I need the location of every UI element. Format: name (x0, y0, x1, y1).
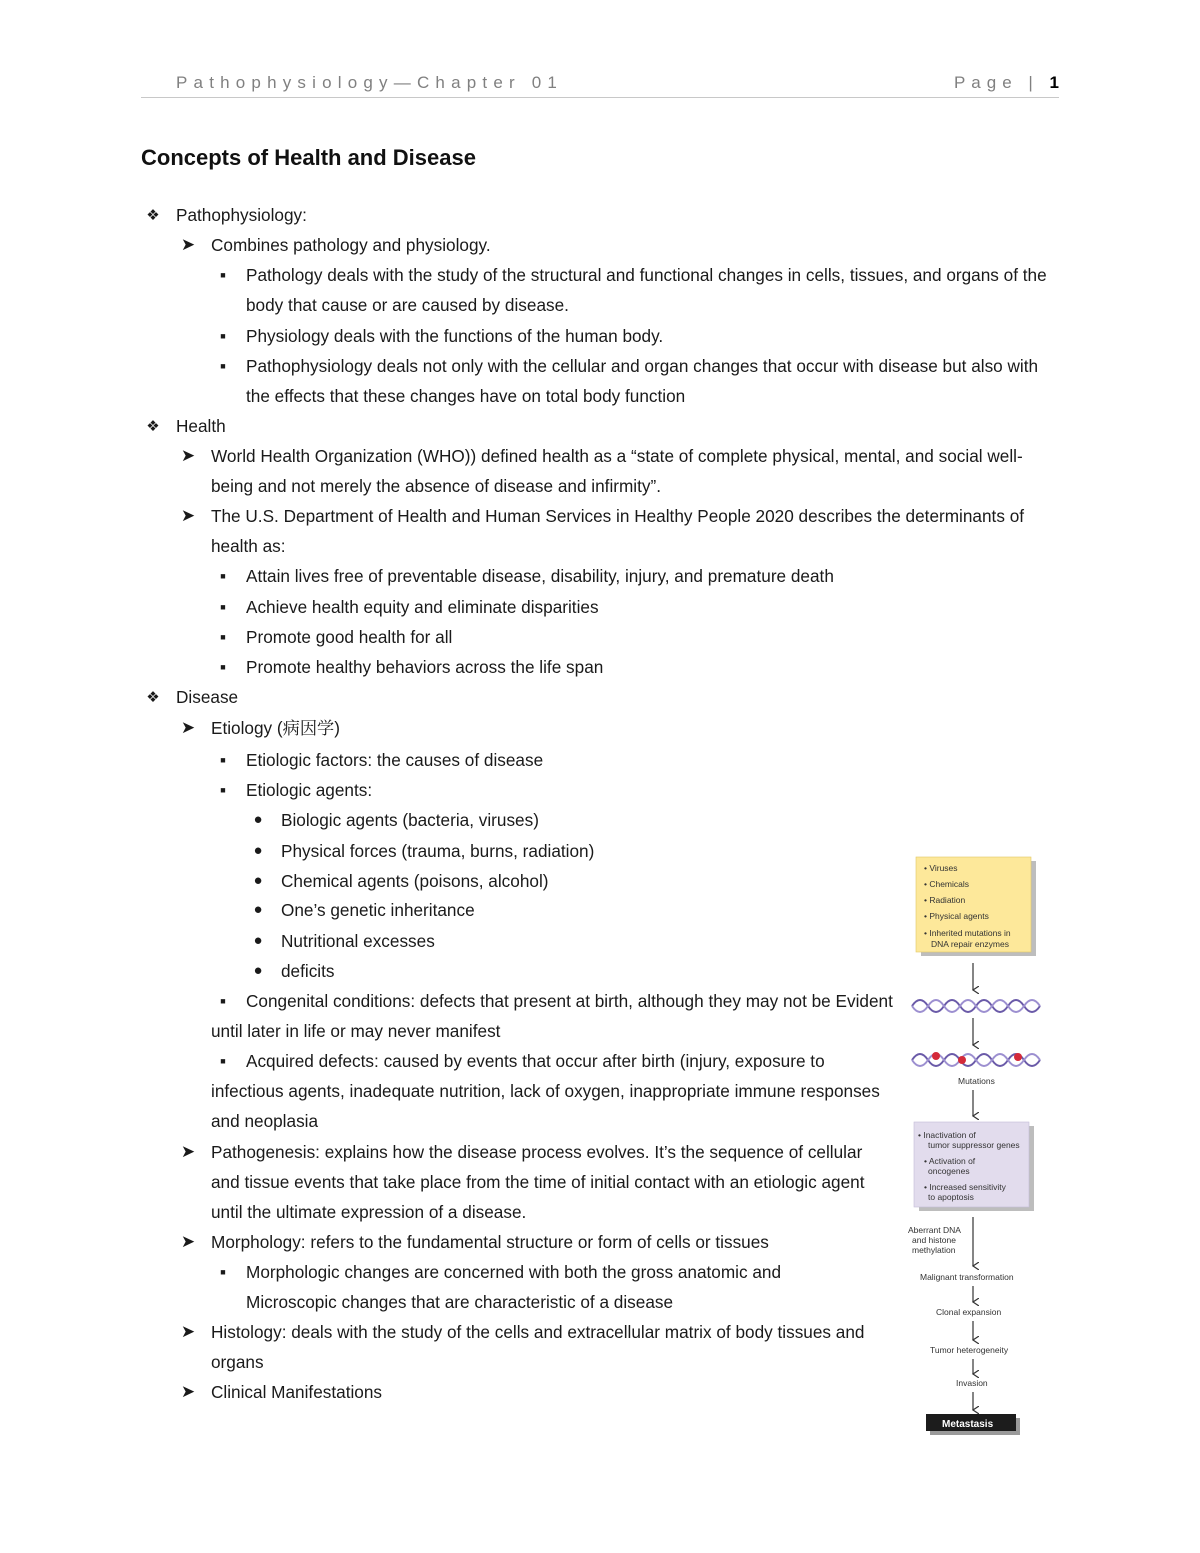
outline-item-pathogenesis: ➤ Pathogenesis: explains how the disease process evolves. It’s the sequence of cellular and tissue events that take place from the time of initial contact with an etiologic agent until the ultimate expression of a disease. (176, 1137, 876, 1228)
list-item: ■ Promote good health for all (211, 622, 1059, 652)
cause-item: DNA repair enzymes (931, 939, 1009, 949)
aberrant-label: methylation (912, 1245, 956, 1255)
outline-item-morphology: ➤ Morphology: refers to the fundamental structure or form of cells or tissues (176, 1227, 876, 1257)
list-item: ● Physical forces (trauma, burns, radiation) (246, 836, 1059, 866)
list-item: ■ Attain lives free of preventable disease, disability, injury, and premature death (211, 561, 1059, 591)
diamond-bullet-icon: ❖ (146, 418, 160, 435)
page-number-label (954, 73, 1059, 93)
effect-item: to apoptosis (928, 1192, 974, 1202)
metastasis-label: Metastasis (942, 1419, 994, 1430)
mutation-marker (1014, 1053, 1022, 1061)
mutation-marker (958, 1056, 966, 1064)
outline-item-health: ❖ Health (141, 411, 1059, 441)
cause-item: • Radiation (924, 895, 966, 905)
arrowhead-bullet-icon: ➤ (180, 1382, 196, 1401)
page-number: 1 (1049, 73, 1059, 92)
arrowhead-bullet-icon: ➤ (180, 235, 196, 254)
list-item: ● Chemical agents (poisons, alcohol) (246, 866, 1059, 896)
outline-item-pathophysiology-def: ■ Pathophysiology deals not only with the cellular and organ changes that occur with disease but also with the effects that these changes have on total body function (211, 351, 1059, 411)
outline-item-pathology: ■ Pathology deals with the study of the structural and functional changes in cells, tissues, and organs of the body that cause or are caused by disease. (211, 260, 1059, 320)
step-label: Clonal expansion (936, 1307, 1002, 1317)
square-bullet-icon: ■ (220, 331, 226, 341)
outline-item-etiologic-agents: ■ Etiologic agents: (211, 775, 1059, 805)
step-label: Tumor heterogeneity (930, 1345, 1009, 1355)
arrowhead-bullet-icon: ➤ (180, 1142, 196, 1161)
outline-item-etiology: ➤ Etiology (病因学) (176, 713, 1059, 743)
mutation-marker (932, 1052, 940, 1060)
effect-item: oncogenes (928, 1166, 970, 1176)
outline-item-pathophysiology: ❖ Pathophysiology: (141, 200, 1059, 230)
outline-item-disease: ❖ Disease (141, 682, 1059, 712)
outline-item-clinical: ➤ Clinical Manifestations (176, 1377, 1059, 1407)
dot-bullet-icon: ● (253, 842, 263, 859)
list-item: ● deficits (246, 956, 1059, 986)
diamond-bullet-icon: ❖ (146, 207, 160, 224)
dot-bullet-icon: ● (253, 901, 263, 918)
outline-item-etiologic-factors: ■ Etiologic factors: the causes of disease (211, 745, 1059, 775)
list-item: ● Biologic agents (bacteria, viruses) (246, 805, 1059, 835)
arrowhead-bullet-icon: ➤ (180, 1322, 196, 1341)
outline-item-morphologic-changes: ■ Morphologic changes are concerned with both the gross anatomic and Microscopic changes that are characteristic of a disease (211, 1257, 851, 1317)
mutations-label: Mutations (958, 1076, 995, 1086)
square-bullet-icon: ■ (220, 571, 226, 581)
dot-bullet-icon: ● (253, 872, 263, 889)
arrowhead-bullet-icon: ➤ (180, 718, 196, 737)
cause-item: • Inherited mutations in (924, 928, 1011, 938)
carcinogenesis-flow-figure (900, 850, 1060, 1450)
square-bullet-icon: ■ (220, 1056, 226, 1066)
header-rule (141, 97, 1059, 98)
list-item: ● Nutritional excesses (246, 926, 1059, 956)
page-label: Page | (953, 73, 1039, 92)
cause-item: • Physical agents (924, 911, 989, 921)
effect-item: • Activation of (924, 1156, 976, 1166)
outline-item-combines: ➤ Combines pathology and physiology. (176, 230, 1059, 260)
arrowhead-bullet-icon: ➤ (180, 506, 196, 525)
dot-bullet-icon: ● (253, 932, 263, 949)
list-item: ● One’s genetic inheritance (246, 895, 1059, 925)
square-bullet-icon: ■ (220, 632, 226, 642)
dot-bullet-icon: ● (253, 962, 263, 979)
arrowhead-bullet-icon: ➤ (180, 1232, 196, 1251)
square-bullet-icon: ■ (220, 1267, 226, 1277)
square-bullet-icon: ■ (220, 785, 226, 795)
list-item: ■ Achieve health equity and eliminate disparities (211, 592, 1059, 622)
aberrant-label: Aberrant DNA (908, 1225, 961, 1235)
page-title: Concepts of Health and Disease (141, 145, 476, 170)
arrowhead-bullet-icon: ➤ (180, 446, 196, 465)
aberrant-label: and histone (912, 1235, 956, 1245)
square-bullet-icon: ■ (220, 662, 226, 672)
outline-item-acquired: ■ Acquired defects: caused by events that occur after birth (injury, exposure to infectious agents, inadequate nutrition, lack of oxygen, inappropriate immune responses and neoplasia (211, 1046, 901, 1137)
diamond-bullet-icon: ❖ (146, 689, 160, 706)
effect-item: • Increased sensitivity (924, 1182, 1006, 1192)
running-header-title: Pathophysiology—Chapter 01 (176, 73, 564, 92)
outline-item-physiology: ■ Physiology deals with the functions of the human body. (211, 321, 1059, 351)
outline-item-histology: ➤ Histology: deals with the study of the cells and extracellular matrix of body tissues and organs (176, 1317, 876, 1377)
outline-item-who: ➤ World Health Organization (WHO)) defined health as a “state of complete physical, mental, and social well-being and not merely the absence of disease and infirmity”. (176, 441, 1059, 501)
square-bullet-icon: ■ (220, 755, 226, 765)
square-bullet-icon: ■ (220, 602, 226, 612)
cause-item: • Viruses (924, 863, 958, 873)
mutated-dna-helix-icon (912, 1052, 1040, 1066)
dot-bullet-icon: ● (253, 811, 263, 828)
outline-item-us-dept: ➤ The U.S. Department of Health and Human Services in Healthy People 2020 describes the determinants of health as: (176, 501, 1059, 561)
list-item: ■ Promote healthy behaviors across the life span (211, 652, 1059, 682)
dna-helix-icon (912, 1000, 1040, 1012)
square-bullet-icon: ■ (220, 361, 226, 371)
square-bullet-icon: ■ (220, 996, 226, 1006)
cause-item: • Chemicals (924, 879, 970, 889)
step-label: Invasion (956, 1378, 988, 1388)
effect-item: • Inactivation of (918, 1130, 976, 1140)
square-bullet-icon: ■ (220, 270, 226, 280)
step-label: Malignant transformation (920, 1272, 1014, 1282)
effect-item: tumor suppressor genes (928, 1140, 1020, 1150)
outline-item-congenital: ■ Congenital conditions: defects that present at birth, although they may not be Evident until later in life or may never manifest (211, 986, 901, 1046)
